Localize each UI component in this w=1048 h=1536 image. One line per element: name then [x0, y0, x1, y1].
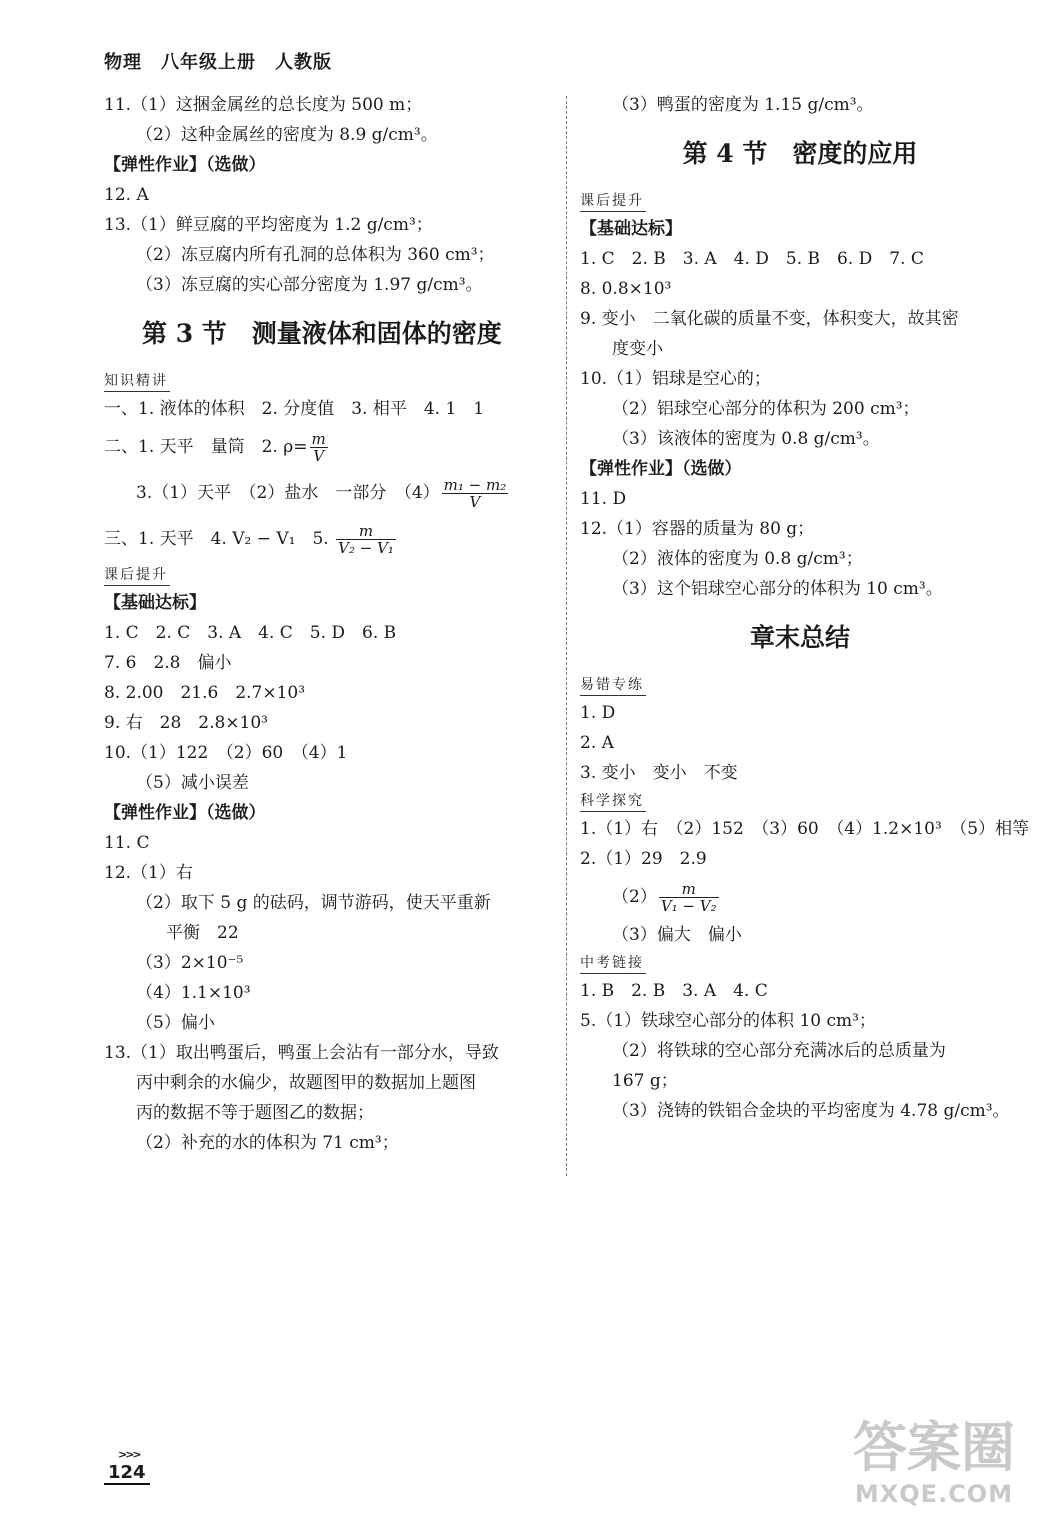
answer-line: 9. 变小 二氧化碳的质量不变，体积变大，故其密: [580, 309, 959, 329]
fraction: [310, 431, 328, 464]
answer-line: （5）偏小: [136, 1013, 215, 1033]
section-label: 【弹性作业】（选做）: [104, 155, 266, 175]
answer-line: 7. 6 2.8 偏小: [104, 653, 232, 673]
answer-line: （2）铝球空心部分的体积为 200 cm³；: [612, 399, 920, 419]
section-heading: 章末总结: [749, 623, 850, 652]
answer-line: （2）取下 5 g 的砝码，调节游码，使天平重新: [136, 893, 491, 913]
answer-line: 2. A: [580, 733, 614, 753]
answer-line: 12.（1）容器的质量为 80 g；: [580, 519, 815, 539]
subsection-tag-row: [580, 788, 1020, 814]
answer-line: 8. 0.8×10³: [580, 279, 672, 299]
subsection-tag: 易错专练: [580, 676, 646, 696]
answer-line: （2）这种金属丝的密度为 8.9 g/cm³。: [136, 125, 438, 145]
answer-line: 11. C: [104, 833, 150, 853]
answer-line: 8. 2.00 21.6 2.7×10³: [104, 683, 306, 703]
subsection-tag-row: [580, 950, 1020, 976]
answer-line: 1. D: [580, 703, 616, 723]
fraction-denominator: V₁ − V₂: [660, 897, 717, 915]
formula-prefix: 三、1. 天平 4. V₂ − V₁ 5.: [104, 529, 335, 549]
answer-line: 3. 变小 变小 不变: [580, 763, 738, 783]
answer-line: （2）冻豆腐内所有孔洞的总体积为 360 cm³；: [136, 245, 495, 265]
answer-line: 1. C 2. C 3. A 4. C 5. D 6. B: [104, 623, 397, 643]
answer-line: （3）鸭蛋的密度为 1.15 g/cm³。: [612, 95, 874, 115]
answer-line: 167 g；: [612, 1071, 678, 1091]
watermark-url: MXQE.COM: [854, 1480, 1014, 1508]
subsection-tag-row: [104, 562, 544, 588]
subsection-tag: 知识精讲: [104, 372, 170, 392]
section-label: 【基础达标】: [580, 219, 682, 239]
fraction-numerator: m: [659, 881, 719, 898]
answer-line: 10.（1）铝球是空心的；: [580, 369, 771, 389]
arrows-icon: >>>: [118, 1448, 140, 1461]
fraction: [659, 881, 719, 914]
formula-line: [580, 874, 1020, 920]
subsection-tag-row: [104, 368, 544, 394]
answer-line: （2）补充的水的体积为 71 cm³；: [136, 1133, 399, 1153]
fraction-numerator: m₁ − m₂: [443, 476, 507, 494]
right-column: [580, 90, 1030, 1126]
answer-line: （3）浇铸的铁铝合金块的平均密度为 4.78 g/cm³。: [612, 1101, 1010, 1121]
answer-line: （3）这个铝球空心部分的体积为 10 cm³。: [612, 579, 943, 599]
page-number: [104, 1448, 150, 1483]
answer-line: 1.（1）右 （2）152 （3）60 （4）1.2×10³ （5）相等: [580, 819, 1030, 839]
answer-line: 度变小: [612, 339, 663, 359]
fraction-numerator: m: [311, 430, 326, 448]
formula-prefix: （2）: [612, 887, 657, 907]
left-column: [104, 90, 544, 1158]
answer-line: 一、1. 液体的体积 2. 分度值 3. 相平 4. 1 1: [104, 399, 485, 419]
answer-line: 丙中剩余的水偏少，故题图甲的数据加上题图: [136, 1073, 476, 1093]
page-header: 物理 八年级上册 人教版: [104, 52, 332, 73]
answer-line: 1. B 2. B 3. A 4. C: [580, 981, 768, 1001]
answer-line: （2）将铁球的空心部分充满冰后的总质量为: [612, 1041, 946, 1061]
answer-line: 13.（1）鲜豆腐的平均密度为 1.2 g/cm³；: [104, 215, 433, 235]
answer-line: 丙的数据不等于题图乙的数据；: [136, 1103, 374, 1123]
column-divider: [566, 96, 567, 1176]
answer-line: 5.（1）铁球空心部分的体积 10 cm³；: [580, 1011, 876, 1031]
formula-line: [104, 424, 544, 470]
answer-line: 12. A: [104, 185, 149, 205]
answer-line: （3）2×10⁻⁵: [136, 953, 244, 973]
formula-prefix: 3.（1）天平 （2）盐水 一部分 （4）: [136, 483, 440, 503]
answer-line: 11.（1）这捆金属丝的总长度为 500 m；: [104, 95, 423, 115]
subsection-tag: 科学探究: [580, 792, 646, 812]
answer-line: （5）减小误差: [136, 773, 249, 793]
fraction: [442, 477, 509, 510]
subsection-tag: 课后提升: [580, 192, 646, 212]
subsection-tag-row: [580, 188, 1020, 214]
answer-line: 1. C 2. B 3. A 4. D 5. B 6. D 7. C: [580, 249, 924, 269]
fraction-denominator: V: [469, 493, 481, 511]
section-label: 【弹性作业】（选做）: [580, 459, 742, 479]
section-label: 【基础达标】: [104, 593, 206, 613]
formula-line: [104, 516, 544, 562]
answer-line: （3）偏大 偏小: [612, 925, 742, 945]
subsection-tag: 中考链接: [580, 954, 646, 974]
watermark-title: 答案圈: [853, 1416, 1015, 1479]
answer-line: 10.（1）122 （2）60 （4）1: [104, 743, 348, 763]
formula-line: [104, 470, 544, 516]
answer-line: （3）冻豆腐的实心部分密度为 1.97 g/cm³。: [136, 275, 483, 295]
answer-line: 平衡 22: [166, 923, 239, 943]
section-heading: 第 3 节 测量液体和固体的密度: [142, 319, 502, 348]
answer-line: （3）该液体的密度为 0.8 g/cm³。: [612, 429, 880, 449]
answer-line: 12.（1）右: [104, 863, 193, 883]
subsection-tag-row: [580, 672, 1020, 698]
answer-line: 13.（1）取出鸭蛋后，鸭蛋上会沾有一部分水，导致: [104, 1043, 499, 1063]
answer-line: （2）液体的密度为 0.8 g/cm³；: [612, 549, 863, 569]
answer-line: （4）1.1×10³: [136, 983, 251, 1003]
answer-line: 11. D: [580, 489, 627, 509]
subsection-tag: 课后提升: [104, 566, 170, 586]
watermark-logo: [844, 1416, 1024, 1526]
section-label: 【弹性作业】（选做）: [104, 803, 266, 823]
formula-prefix: 二、1. 天平 量筒 2. ρ=: [104, 437, 308, 457]
section-heading: 第 4 节 密度的应用: [682, 139, 918, 168]
fraction-denominator: V: [313, 447, 325, 465]
page-number-text: 124: [104, 1462, 150, 1485]
fraction-numerator: m: [336, 523, 396, 540]
fraction: [336, 523, 396, 556]
answer-line: 2.（1）29 2.9: [580, 849, 707, 869]
answer-line: 9. 右 28 2.8×10³: [104, 713, 268, 733]
fraction-denominator: V₂ − V₁: [338, 539, 394, 557]
